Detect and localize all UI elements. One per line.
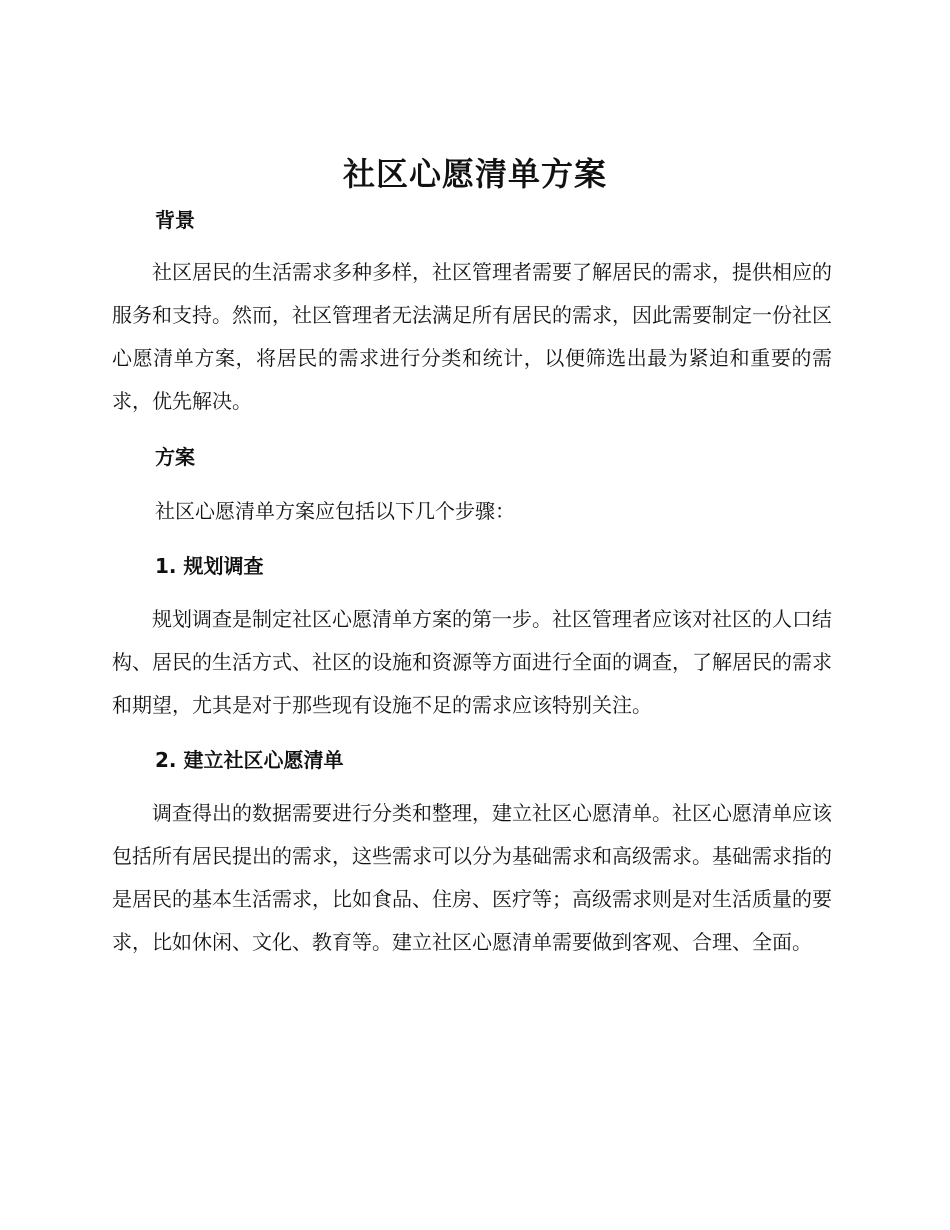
section-paragraph-background: 社区居民的生活需求多种多样，社区管理者需要了解居民的需求，提供相应的服务和支持。然而，社区管理者无法满足所有居民的需求，因此需要制定一份社区心愿清单方案，将居民的需求进行分类和统计，以便筛选出最为紧迫和重要的需求，优先解决。 [112,260,832,413]
section-heading-plan: 方案 [155,445,195,469]
section-paragraph-step-2: 调查得出的数据需要进行分类和整理，建立社区心愿清单。社区心愿清单应该包括所有居民提出的需求，这些需求可以分为基础需求和高级需求。基础需求指的是居民的基本生活需求，比如食品、住房、医疗等；高级需求则是对生活质量的要求，比如休闲、文化、教育等。建立社区心愿清单需要做到客观、合理、全面。 [112,801,832,954]
section-heading-step-1: 1. 规划调查 [155,554,264,578]
section-paragraph-step-1: 规划调查是制定社区心愿清单方案的第一步。社区管理者应该对社区的人口结构、居民的生活方式、社区的设施和资源等方面进行全面的调查，了解居民的需求和期望，尤其是对于那些现有设施不足的需求应该特别关注。 [112,607,832,717]
page-title: 社区心愿清单方案 [342,155,607,193]
section-heading-background: 背景 [155,208,195,232]
section-heading-step-2: 2. 建立社区心愿清单 [155,748,344,772]
section-intro-plan: 社区心愿清单方案应包括以下几个步骤： [155,499,515,523]
